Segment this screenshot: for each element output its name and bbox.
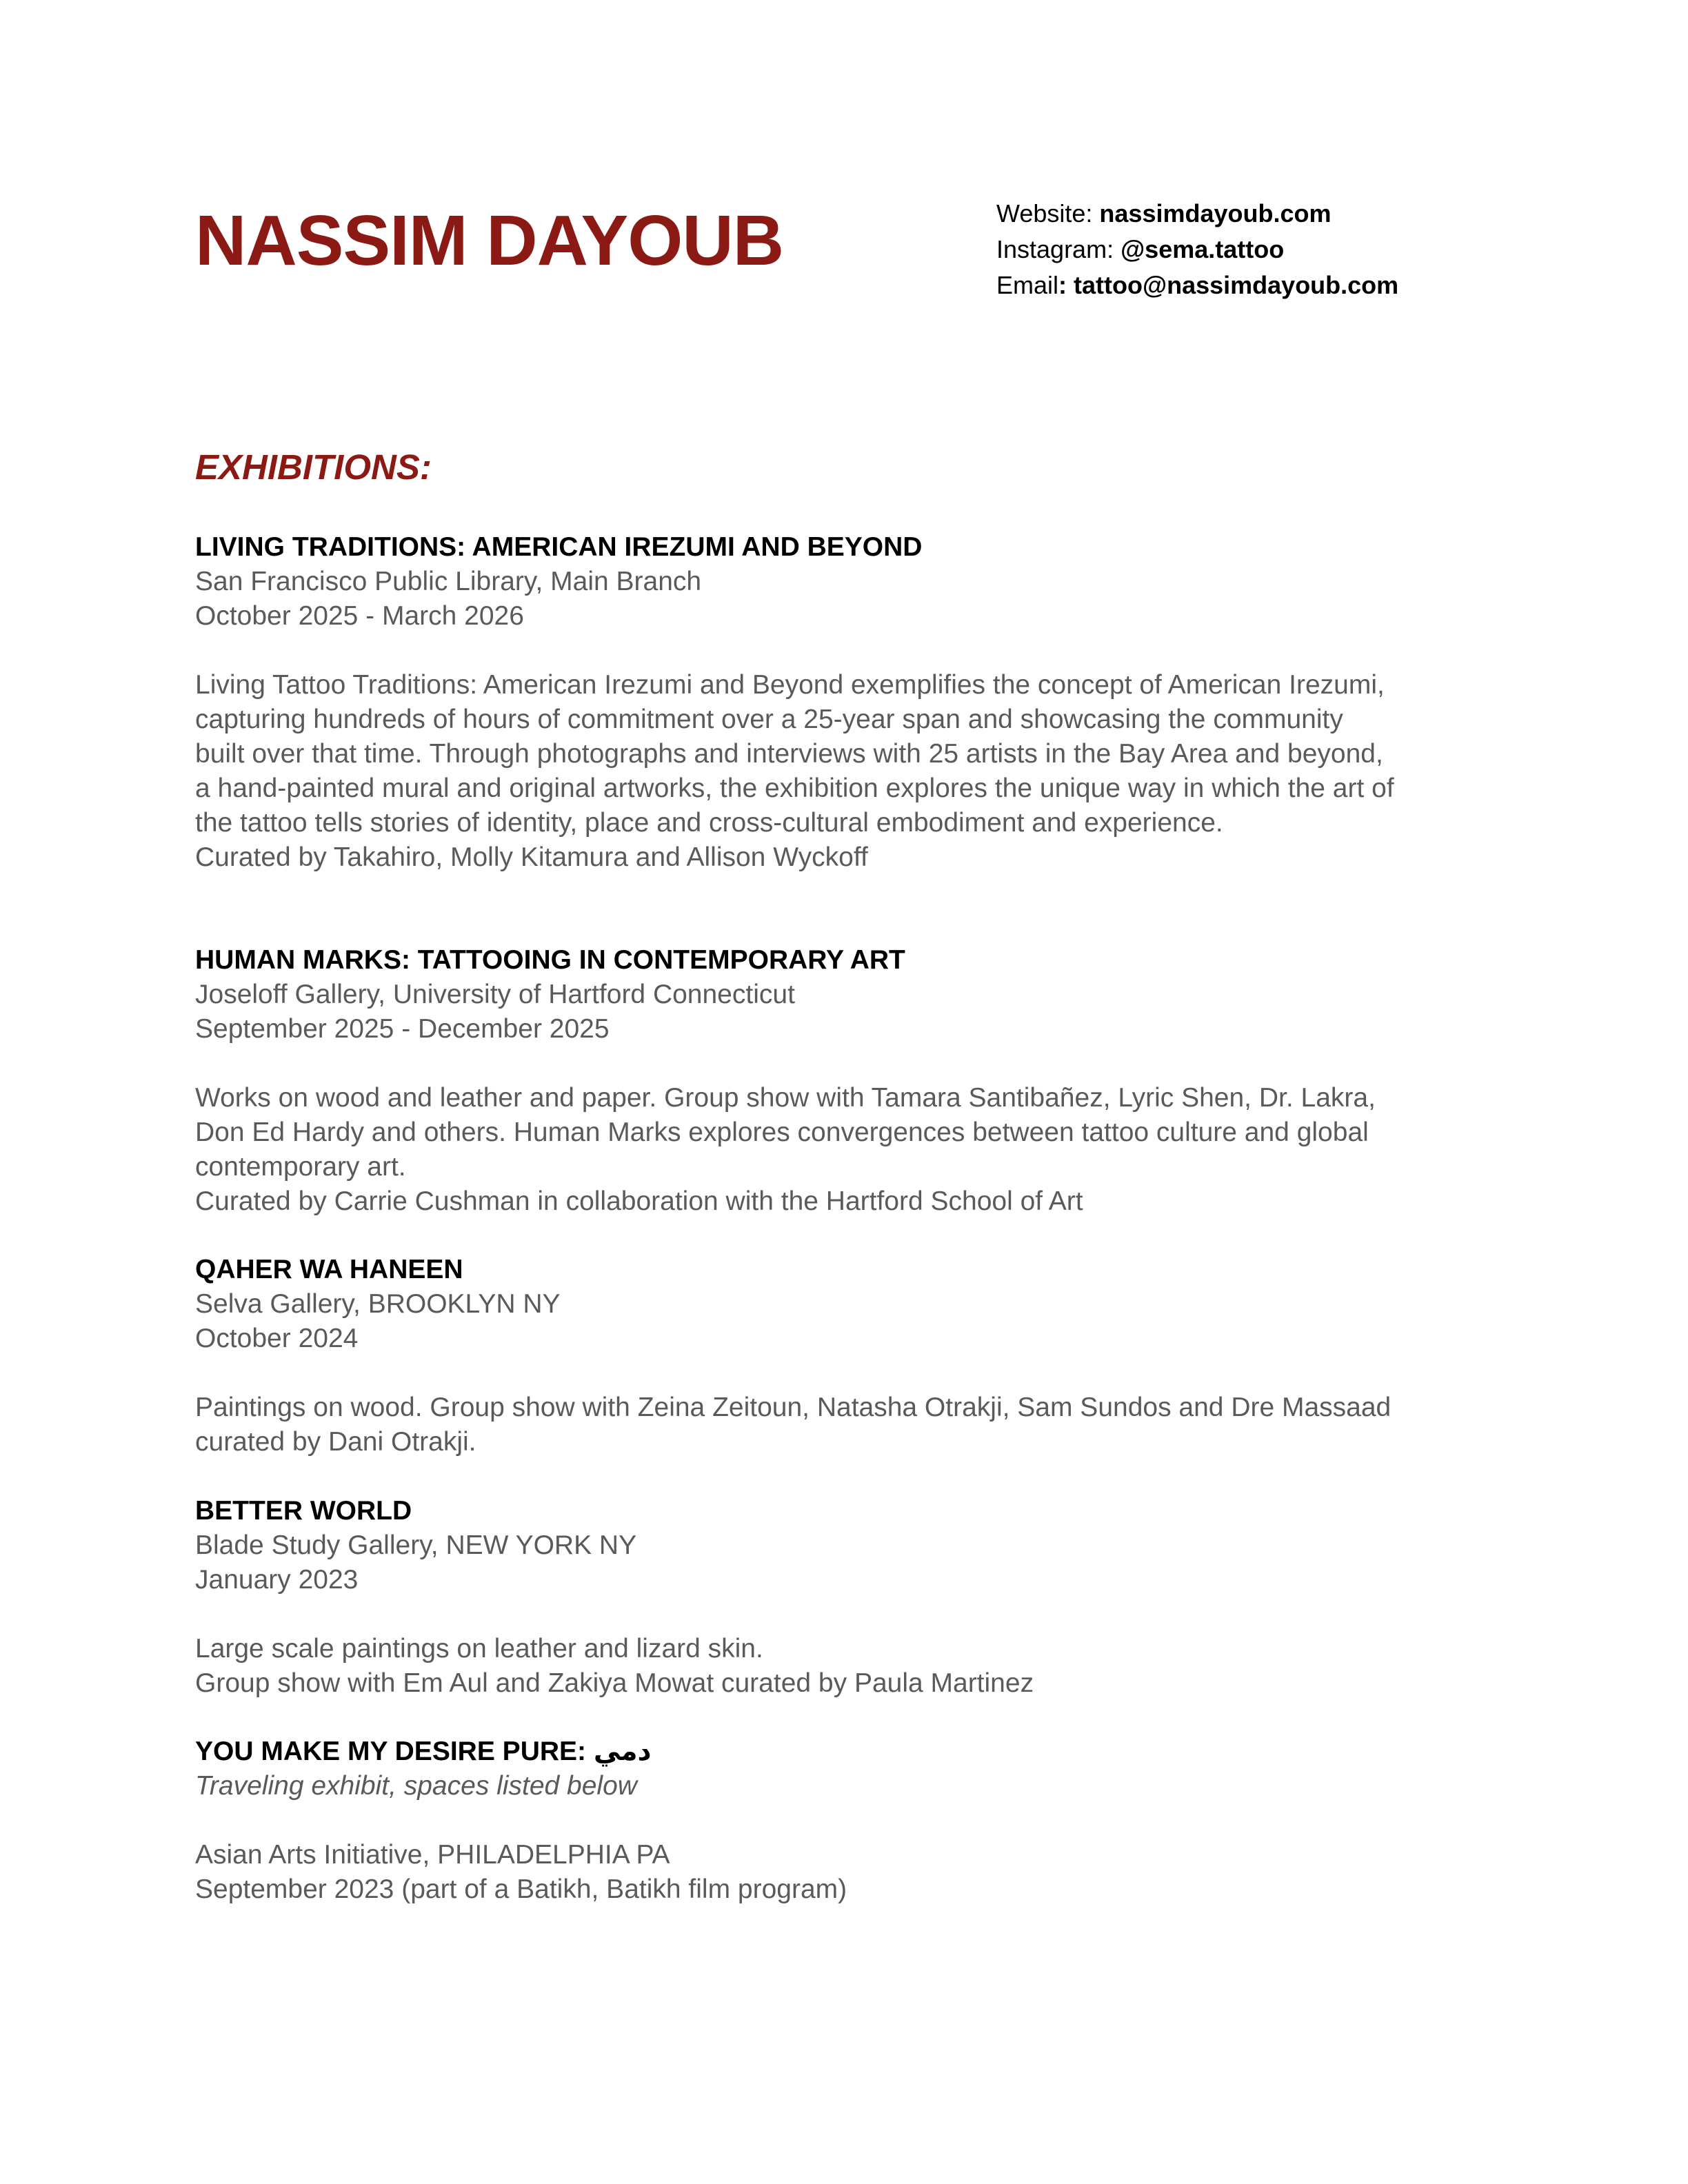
instagram-value[interactable]: @sema.tattoo	[1121, 235, 1285, 263]
exhibition-venue: Blade Study Gallery, NEW YORK NY	[195, 1530, 637, 1560]
description-line: Paintings on wood. Group show with Zeina Zeitoun, Natasha Otrakji, Sam Sundos and Dre Massaad	[195, 1393, 1391, 1422]
exhibition-title: QAHER WA HANEEN	[195, 1255, 463, 1284]
description-line: Large scale paintings on leather and lizard skin.	[195, 1634, 763, 1664]
exhibition-venue: Asian Arts Initiative, PHILADELPHIA PA	[195, 1840, 670, 1870]
artist-name: NASSIM DAYOUB	[195, 201, 784, 280]
exhibition-you-make-my-desire-pure	[195, 1735, 1519, 1907]
spacer	[195, 1356, 1519, 1391]
curator-line: Curated by Takahiro, Molly Kitamura and Allison Wyckoff	[195, 842, 868, 872]
spacer	[195, 634, 1519, 668]
spacer	[195, 1597, 1519, 1632]
curator-line: Curated by Carrie Cushman in collaboration with the Hartford School of Art	[195, 1186, 1083, 1216]
description-line: Group show with Em Aul and Zakiya Mowat curated by Paula Martinez	[195, 1668, 1034, 1698]
description-line: the tattoo tells stories of identity, place and cross-cultural embodiment and experience.	[195, 808, 1223, 838]
instagram-label: Instagram:	[996, 235, 1121, 263]
website-line	[996, 196, 1398, 232]
exhibition-title: LIVING TRADITIONS: AMERICAN IREZUMI AND BEYOND	[195, 532, 923, 562]
exhibition-better-world	[195, 1494, 1519, 1701]
description-line: capturing hundreds of hours of commitment over a 25-year span and showcasing the community	[195, 705, 1343, 734]
email-value[interactable]: : tattoo@nassimdayoub.com	[1058, 271, 1399, 299]
description-line: Works on wood and leather and paper. Group show with Tamara Santibañez, Lyric Shen, Dr. Lakra,	[195, 1083, 1376, 1113]
exhibition-subtitle: Traveling exhibit, spaces listed below	[195, 1771, 637, 1801]
description-line: Living Tattoo Traditions: American Irezumi and Beyond exemplifies the concept of American Irezumi,	[195, 670, 1385, 700]
exhibition-living-traditions	[195, 530, 1519, 875]
exhibition-dates: January 2023	[195, 1565, 359, 1595]
spacer	[195, 1046, 1519, 1081]
website-label: Website:	[996, 199, 1100, 228]
exhibition-qaher-wa-haneen	[195, 1253, 1519, 1459]
exhibition-venue: Selva Gallery, BROOKLYN NY	[195, 1289, 561, 1319]
email-line	[996, 267, 1398, 303]
description-line: curated by Dani Otrakji.	[195, 1427, 476, 1457]
instagram-line	[996, 232, 1398, 267]
spacer	[195, 1803, 1519, 1838]
exhibition-title: YOU MAKE MY DESIRE PURE: دمي	[195, 1737, 652, 1766]
description-line: built over that time. Through photographs and interviews with 25 artists in the Bay Area and beyond,	[195, 739, 1383, 769]
description-line: contemporary art.	[195, 1152, 406, 1182]
email-label: Email	[996, 271, 1059, 299]
exhibition-dates: October 2024	[195, 1324, 359, 1353]
exhibition-title: BETTER WORLD	[195, 1496, 412, 1526]
exhibition-venue: San Francisco Public Library, Main Branch	[195, 567, 702, 596]
exhibition-dates: October 2025 - March 2026	[195, 601, 524, 631]
website-value[interactable]: nassimdayoub.com	[1099, 199, 1332, 228]
exhibition-dates: September 2023 (part of a Batikh, Batikh film program)	[195, 1874, 847, 1904]
exhibition-venue: Joseloff Gallery, University of Hartford Connecticut	[195, 980, 795, 1009]
description-line: Don Ed Hardy and others. Human Marks explores convergences between tattoo culture and global	[195, 1118, 1369, 1147]
exhibition-title: HUMAN MARKS: TATTOOING IN CONTEMPORARY ART	[195, 945, 905, 975]
exhibition-human-marks	[195, 943, 1519, 1219]
contact-info	[996, 196, 1398, 303]
description-line: a hand-painted mural and original artworks, the exhibition explores the unique way in which the art of	[195, 774, 1394, 803]
exhibitions-heading: EXHIBITIONS:	[195, 447, 432, 487]
exhibition-dates: September 2025 - December 2025	[195, 1014, 610, 1044]
